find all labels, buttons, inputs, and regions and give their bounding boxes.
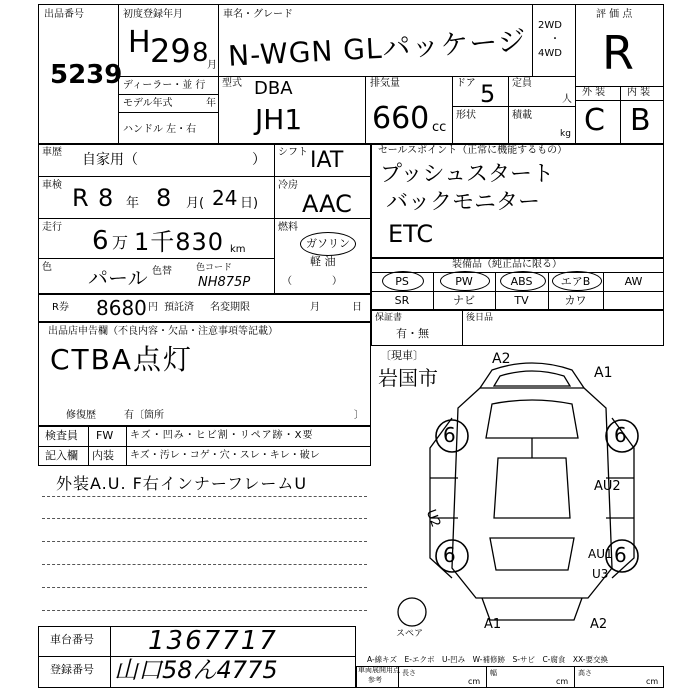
divider [126, 426, 127, 466]
transfer-day: 日 [352, 302, 362, 313]
damage-mark: A2 [590, 617, 608, 632]
divider [38, 176, 371, 177]
spare-tire [398, 598, 426, 626]
divider [118, 94, 218, 95]
color-label: 色 [42, 262, 52, 273]
equip-circle [500, 271, 546, 291]
car-hood [486, 400, 578, 438]
color-value: パール [88, 266, 148, 290]
exterior-label: 外 装 [582, 87, 606, 98]
damage-mark: U2 [422, 507, 443, 530]
car-diagram [372, 348, 672, 648]
notes-title: 出品店申告欄（不良内容・欠品・注意事項等記載） [48, 326, 278, 337]
r-ticket-label: R券 [52, 302, 69, 313]
remarks-line [42, 518, 367, 519]
remarks-line [42, 496, 367, 497]
damage-mark: AU1 [588, 547, 613, 561]
table-label: 車両展開用点 [358, 666, 400, 674]
fuel-label: 燃料 [278, 222, 298, 233]
ac-label: 冷房 [278, 180, 298, 191]
inspection-month-suffix: 月( [186, 196, 205, 211]
fuel-circle [300, 232, 356, 256]
recycle-row [38, 294, 371, 322]
sales-point-line: バックモニター [386, 190, 541, 215]
divider [462, 310, 463, 346]
divider [118, 76, 575, 77]
rear-seat-label: 後日品 [466, 313, 494, 323]
fuel-gasoline: ガソリン [306, 237, 350, 250]
equip-circle [440, 271, 490, 291]
mileage-man-suffix: 万 [112, 233, 129, 252]
first-reg-year: 29 [150, 32, 191, 70]
inspection-day: 24 [212, 186, 238, 210]
fw-codes: キズ・凹み・ヒビ割・リペア跡・X要 [130, 430, 314, 441]
divider [532, 4, 533, 76]
equip-airbag: エアB [560, 275, 591, 288]
history-close: ） [252, 152, 266, 168]
divider [88, 426, 89, 466]
damage-mark: A2 [492, 351, 511, 367]
car-rear-window [490, 538, 574, 570]
equip-circle [552, 271, 602, 291]
model-name: N-WGN GLパッケージ [227, 24, 528, 73]
handle-label: ハンドル 左・右 [123, 124, 197, 135]
color-code: NH875P [198, 275, 251, 290]
equip-ps: PS [395, 275, 409, 288]
repair-label: 修復歴 [66, 410, 96, 421]
inspection-month: 8 [156, 184, 172, 212]
history-value: 自家用（ [82, 152, 138, 168]
equip-circle [382, 271, 424, 291]
mileage-man: 6 [92, 226, 109, 256]
grade-label: 評 価 点 [596, 9, 633, 20]
capacity-unit: 人 [562, 94, 572, 105]
deposit-label: 預託済 [164, 302, 194, 313]
sales-points-title: セールスポイント（正常に機能するもの） [378, 145, 568, 156]
table-label: 参考 [368, 676, 382, 684]
displacement-label: 排気量 [370, 78, 400, 89]
first-reg-label: 初度登録年月 [123, 9, 183, 20]
warranty-value: 有・無 [396, 327, 429, 340]
legend-text: A-線キズ E-エクボ U-凹み W-補修跡 S-サビ C-腐食 XX-要交換 [367, 655, 608, 664]
length-label: 長さ [402, 669, 416, 677]
car-body-outline [452, 388, 612, 598]
interior-grade: B [630, 103, 651, 138]
chassis-label: 車台番号 [50, 633, 94, 646]
plate-label: 登録番号 [50, 663, 94, 676]
type-code: JH1 [255, 103, 303, 136]
sales-point-line: プッシュスタート [380, 162, 555, 187]
chassis-value: 1367717 [148, 626, 278, 656]
width-label: 幅 [490, 669, 497, 677]
shift-label: シフト [278, 147, 308, 158]
divider [620, 86, 621, 144]
car-top-window [494, 371, 570, 386]
equipment-title: 装備品（純正品に限る） [452, 259, 562, 270]
divider [371, 291, 664, 292]
tire-mark: 6 [443, 543, 456, 567]
mileage-label: 走行 [42, 222, 62, 233]
interior-codes: キズ・汚レ・コゲ・穴・スレ・キレ・破レ [130, 450, 320, 461]
ac-value: AAC [302, 190, 352, 218]
first-reg-month: 8 [192, 38, 209, 68]
tire-mark: 6 [614, 543, 627, 567]
exterior-grade: C [584, 103, 605, 138]
drive-dot: ・ [550, 34, 560, 45]
load-label: 積載 [512, 110, 532, 121]
dealer-label: ディーラー・並 行 [123, 80, 206, 91]
door-value: 5 [480, 80, 496, 108]
damage-mark: A1 [594, 365, 613, 381]
equip-abs: ABS [510, 275, 533, 288]
warranty-label: 保証書 [375, 313, 403, 323]
divider [38, 258, 274, 259]
inspection-year-suffix: 年 [126, 196, 140, 211]
color-code-label: 色コード [196, 263, 233, 273]
inspection-day-suffix: 日) [240, 196, 259, 211]
fw-label: FW [96, 429, 114, 442]
capacity-label: 定員 [512, 78, 532, 89]
spare-label: スペア [396, 629, 424, 639]
remarks-line [42, 587, 367, 588]
divider [274, 144, 275, 294]
divider [574, 666, 575, 688]
shape-label: 形状 [456, 110, 476, 121]
remarks-text: 外装A.U. F右インナーフレームU [56, 474, 308, 493]
km-unit: km [230, 244, 246, 255]
divider [452, 76, 453, 144]
lot-number: 5239 [50, 60, 123, 90]
remarks-line [42, 610, 367, 611]
location-value: 岩国市 [378, 366, 438, 390]
entry-label: 記入欄 [45, 449, 78, 462]
remarks-line [42, 541, 367, 542]
type-label: 型式 [222, 78, 242, 89]
overall-grade: R [602, 26, 634, 80]
model-year-label: モデル年式 [123, 98, 173, 109]
equip-sr: SR [394, 294, 410, 307]
tire-mark: 6 [443, 423, 456, 447]
model-label: 車名・グレード [223, 9, 293, 20]
cc-unit: cc [432, 120, 447, 135]
damage-mark: AU2 [594, 479, 621, 494]
equip-leather: カワ [564, 294, 587, 307]
drive-4wd: 4WD [538, 48, 562, 59]
fuel-paren: （ ） [282, 276, 342, 287]
displacement-value: 660 [372, 101, 430, 136]
interior-label: 内 装 [627, 87, 651, 98]
equip-pw: PW [455, 275, 473, 288]
inspection-year: 8 [98, 184, 114, 212]
divider [508, 76, 509, 144]
damage-mark: U3 [592, 567, 609, 581]
repair-value: 有〔箇所 [124, 410, 164, 421]
lot-label: 出品番号 [44, 9, 84, 20]
tire-mark: 6 [614, 423, 627, 447]
remarks-line [42, 564, 367, 565]
location-label: 〔現車〕 [380, 349, 424, 362]
divider [218, 4, 219, 144]
model-year-suffix: 年 [206, 98, 216, 109]
damage-mark: A1 [484, 617, 502, 632]
equip-navi: ナビ [453, 294, 475, 307]
length-unit: cm [468, 677, 481, 686]
type-prefix: DBA [254, 78, 293, 99]
interior-code-label: 内装 [92, 449, 114, 462]
sales-point-line: ETC [388, 220, 434, 248]
door-label: ドア [456, 78, 476, 89]
fuel-diesel: 軽 油 [310, 255, 336, 268]
transfer-month: 月 [310, 302, 320, 313]
divider [38, 218, 371, 219]
car-roof [494, 458, 570, 518]
load-unit: kg [560, 129, 571, 139]
divider [110, 626, 111, 688]
equip-tv: TV [514, 294, 529, 307]
width-unit: cm [556, 677, 569, 686]
inspection-label: 車検 [42, 180, 62, 191]
divider [575, 4, 576, 144]
shift-value: IAT [310, 148, 344, 173]
notes-content: CTBA点灯 [50, 343, 194, 376]
transfer-label: 名変期限 [210, 302, 250, 313]
divider [365, 76, 366, 144]
r-ticket-value: 8680 [96, 296, 147, 320]
height-unit: cm [646, 677, 659, 686]
drive-2wd: 2WD [538, 20, 562, 31]
mileage-rest: 1千830 [134, 228, 225, 256]
month-suffix: 月 [207, 60, 217, 71]
repair-close: 〕 [354, 410, 364, 421]
history-label: 車歴 [42, 147, 62, 158]
first-reg-era: H [128, 25, 151, 60]
yen-unit: 円 [148, 302, 158, 313]
inspector-label: 検査員 [45, 429, 78, 442]
equip-aw: AW [624, 275, 643, 288]
color-change-label: 色替 [152, 266, 172, 277]
height-label: 高さ [578, 669, 592, 677]
divider [118, 112, 218, 113]
divider [486, 666, 487, 688]
plate-value: 山口58ん4775 [114, 656, 278, 684]
inspection-era: R [72, 184, 89, 212]
divider [452, 106, 575, 107]
